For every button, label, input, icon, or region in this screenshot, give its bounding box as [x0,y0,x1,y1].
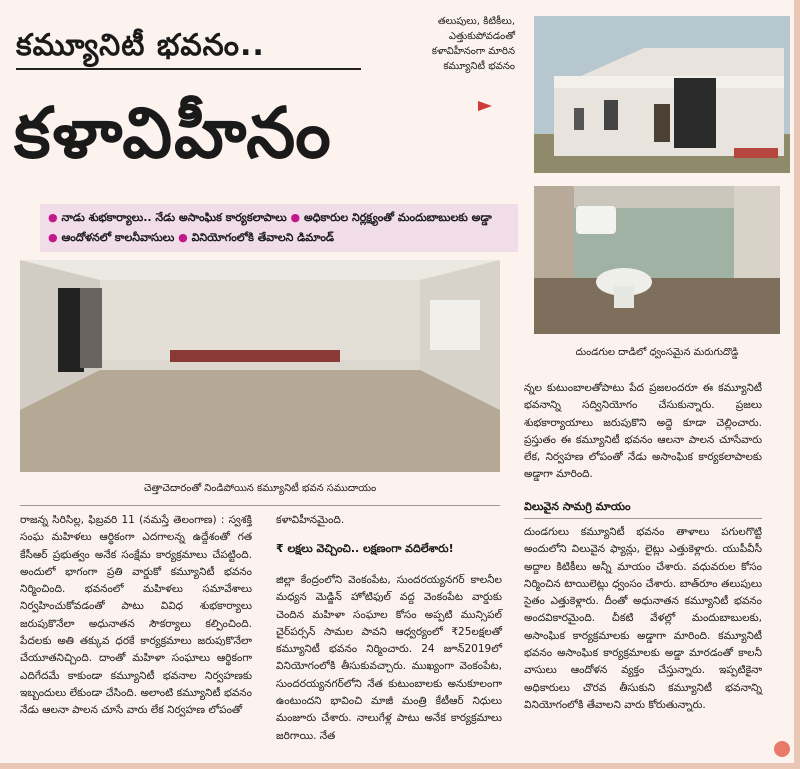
arrow-icon [478,101,492,111]
divider [20,505,500,506]
highlight-item: ● వినియోగంలోకి తేవాలని డిమాండ్ [178,231,335,244]
page-border-right [794,0,800,769]
kicker-underline [16,68,361,70]
highlights-strip [40,204,518,252]
article-column-1: రాజన్న సిరిసిల్ల, ఫిబ్రవరి 11 (నమస్తే తెలంగాణ) : స్వశక్తి సంఘ మహిళలు ఆర్థికంగా ఎదగాలన్న ఉద్దేశంతో గత కేసీఆర్ ప్రభుత్వం అనేక సంక్షేమ కార్యక్రమాలు చేపట్టింది. అందులో భాగంగా ప్రతి వార్డుకో కమ్యూనిటీ భవనం నిర్మించింది. భవనంలో మహిళలు సమావేశాలు నిర్వహించుకోవడంతో పాటు వివిధ శుభకార్యాలు జరుపుకొనేలా అధునాతన సౌకర్యాలు కల్పించింది. పేదలకు అతి తక్కువ ధరకే కార్యక్రమాలు జరుపుకొనేలా చేయూతనిచ్చింది. దాంతో మహిళా సంఘాలు ఆర్థికంగా ఎదిగేదమే కాకుండా కమ్యూనిటీ భవనాల నిర్వహణకు ఇబ్బందులు లేకుండా చేసింది. అలాంటి కమ్యూనిటీ భవనం నేడు ఆలనా పాలన చూసే వారు లేక నిర్వహణ లోపంతో [20,514,252,717]
article-column-2: జిల్లా కేంద్రంలోని వెంకంపేట, సుందరయ్యనగర్ కాలనీల మధ్యన మెడ్జిన్ హోటిఫుల్ వద్ద వెంకంపేట వార్డుకు చెందిన మహిళా సంఘాల కోసం అప్పటి మున్సిపల్ చైర్‌పర్సన్ సామల పావని ఆధ్వర్యంలో ₹25లక్షలతో కమ్యూనిటీ భవనం నిర్మించారు. 24 జూన్2019లో వినియోగంలోకి తీసుకువచ్చారు. ముఖ్యంగా వెంకంపేట, సుందరయ్యనగర్‌లోని నేత కుటుంబాలకు అనుకూలంగా ఉంటుందని భావించి మాజీ మంత్రి కేటీఆర్ నిధులు మంజూరు చేశారు. నాలుగేళ్ల పాటు అనేక కార్యక్రమాలు జరిగాయి. నేత [276,574,502,742]
article-column-3b: దుండగులు కమ్యూనిటీ భవనం తాళాలు పగులగొట్టి అందులోని విలువైన ఫ్యాన్లు, లైట్లు ఎత్తుకెళ్లారు. యుపీవీసీ అద్దాల కిటికీలు అన్నీ మాయం చేశారు. వధువరుల కోసం నిర్మించిన టాయిలెట్లు ధ్వంసం చేశారు. బాత్‌రూం తలుపులు సైతం ఎత్తుకెళ్లారు. దీంతో అధునాతన కమ్యూనిటీ భవనం అందవికారమైంది. చీకటి వేళల్లో మందుబాబులకు, అసాంఘిక కార్యక్రమాలకు అడ్డాగా మారింది. కమ్యూనిటీ భవనం అసాంఘిక కార్యక్రమాలకు అడ్డా మారడంతో కాలనీ వాసులు ఆందోళన వ్యక్తం చేస్తున్నారు. ఇప్పటికైనా అధికారులు చొరవ తీసుకుని కమ్యూనిటీ భవనాన్ని వినియోగంలోకి తేవాలని వారు కోరుతున్నారు. [524,526,762,711]
building-exterior-photo [534,16,790,173]
interior-hall-photo [20,260,500,472]
toilet-photo-caption: దుండగుల దాడిలో ధ్వంసమైన మరుగుదొడ్డి [575,347,739,358]
side-note: తలుపులు, కిటికీలు, ఎత్తుకుపోవడంతో కళావిహీనంగా మారిన కమ్యూనిటీ భవనం [431,16,515,72]
highlight-item: ● నాడు శుభకార్యాలు.. నేడు అసాంఘిక కార్యకలాపాలు [48,211,287,224]
highlight-item: ● అధికారుల నిర్లక్ష్యంతో మందుబాబులకు అడ్డా [290,211,492,224]
article-column-2-intro: కళావిహీనమైంది. [276,514,345,526]
main-photo-caption: చెత్తాచెదారంతో నిండిపోయిన కమ్యూనిటీ భవన సముదాయం [143,483,377,494]
page-border-bottom [0,763,800,769]
main-headline: కళావిహీనం [14,92,333,174]
divider [524,518,762,519]
kicker-title: కమ్యూనిటీ భవనం.. [16,28,265,63]
highlight-item: ● ఆందోళనలో కాలనీవాసులు [48,231,175,244]
column-2-subheading: ₹ లక్షలు వెచ్చించి.. లక్షణంగా వదిలేశారు! [276,542,454,555]
corner-dot-icon [774,741,790,757]
broken-toilet-photo [534,186,780,334]
column-3-subheading: విలువైన సామగ్రి మాయం [524,500,631,513]
article-column-3: న్నల కుటుంబాలతోపాటు పేద ప్రజలందరూ ఈ కమ్యూనిటీ భవనాన్ని సద్వినియోగం చేసుకున్నారు. ప్రజలు శుభకార్యాయాలు జరుపుకొని అద్దె కూడా చెల్లించారు. ప్రస్తుతం ఈ కమ్యూనిటీ భవనం ఆలనా పాలన చూసేవారు లేక, నిర్వహణ లోపంతో నేడు అసాంఘిక కార్యకలాపాలకు అడ్డాగా మారింది. [524,382,762,481]
